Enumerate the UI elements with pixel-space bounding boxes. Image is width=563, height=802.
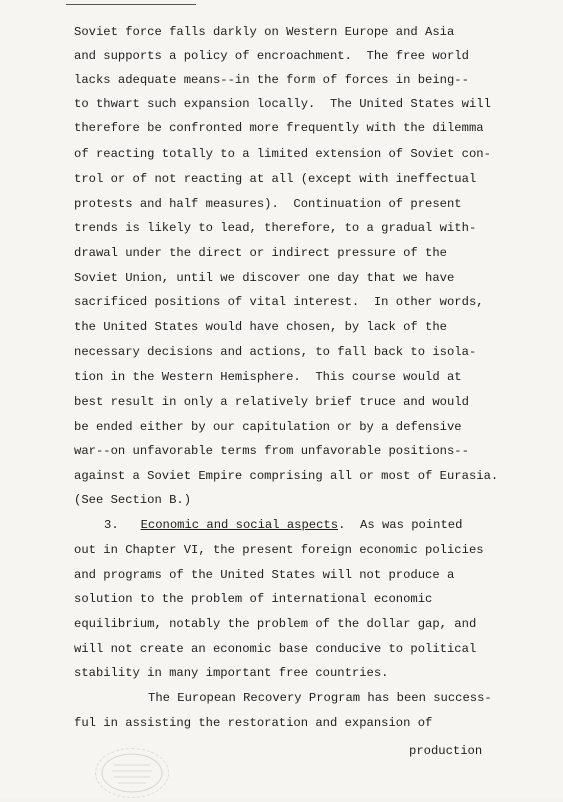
text-line: Soviet force falls darkly on Western Europe and Asia: [74, 25, 455, 39]
text-line: Soviet Union, until we discover one day that we have: [74, 271, 455, 285]
text-line: drawal under the direct or indirect pressure of the: [74, 246, 447, 260]
text-line: will not create an economic base conducive to political: [74, 642, 477, 656]
text-line: and programs of the United States will not produce a: [74, 568, 455, 582]
text-line: stability in many important free countries.: [74, 666, 389, 680]
text-line: sacrificed positions of vital interest. In other words,: [74, 295, 484, 309]
text-line: trends is likely to lead, therefore, to a gradual with-: [74, 221, 477, 235]
top-rule: [66, 4, 196, 5]
section-number: 3.: [104, 518, 119, 532]
text-line: The European Recovery Program has been success-: [148, 691, 492, 705]
text-line: protests and half measures). Continuation of present: [74, 197, 462, 211]
text-line: solution to the problem of international economic: [74, 592, 433, 606]
section-lead: . As was pointed: [338, 518, 463, 532]
text-line: be ended either by our capitulation or by a defensive: [74, 420, 462, 434]
text-line: to thwart such expansion locally. The United States will: [74, 97, 491, 111]
text-line: war--on unfavorable terms from unfavorable positions--: [74, 444, 469, 458]
text-line: lacks adequate means--in the form of forces in being--: [74, 73, 469, 87]
text-line: the United States would have chosen, by lack of the: [74, 320, 447, 334]
archive-stamp: [95, 748, 169, 798]
text-line: of reacting totally to a limited extension of Soviet con-: [74, 147, 491, 161]
section-3-heading-line: [104, 517, 462, 533]
text-line: therefore be confronted more frequently with the dilemma: [74, 121, 484, 135]
text-line: against a Soviet Empire comprising all or most of Eurasia.: [74, 469, 499, 483]
text-line: (See Section B.): [74, 493, 192, 507]
text-line: necessary decisions and actions, to fall back to isola-: [74, 345, 477, 359]
text-line: tion in the Western Hemisphere. This course would at: [74, 370, 462, 384]
text-line: and supports a policy of encroachment. The free world: [74, 49, 469, 63]
text-line: equilibrium, notably the problem of the dollar gap, and: [74, 617, 477, 631]
text-line: ful in assisting the restoration and expansion of: [74, 716, 433, 730]
stamp-graphic: [96, 749, 168, 797]
text-line: out in Chapter VI, the present foreign economic policies: [74, 543, 484, 557]
catchword: production: [409, 744, 483, 758]
section-heading: Economic and social aspects: [140, 518, 339, 532]
text-line: trol or of not reacting at all (except with ineffectual: [74, 172, 477, 186]
text-line: best result in only a relatively brief truce and would: [74, 395, 469, 409]
